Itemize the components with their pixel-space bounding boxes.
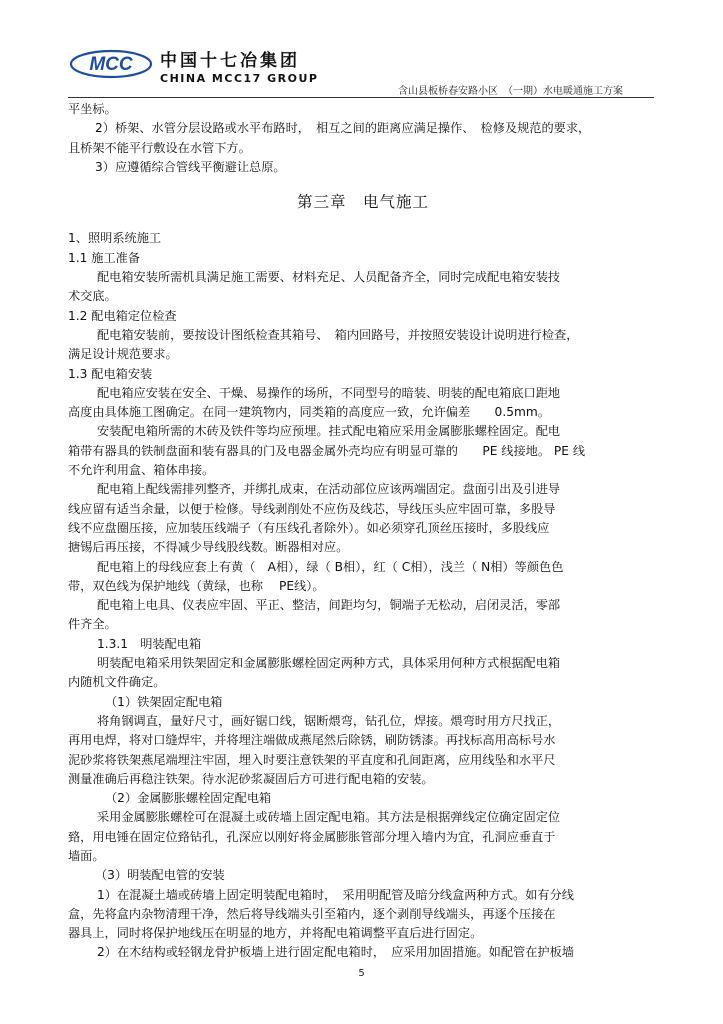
text-line: 配电箱安装前，要按设计图纸检查其箱号、 箱内回路号，并按照安装设计说明进行检查， — [97, 327, 579, 342]
text-line: 将角钢调直，量好尺寸，画好锯口线，锯断煨弯，钻孔位，焊接。煨弯时用方尺找正， — [97, 713, 561, 728]
text-line: 件齐全。 — [68, 617, 117, 632]
text-line: 再用电焊，将对口缝焊牢，并将埋注端做成燕尾然后除锈，刷防锈漆。再找标高用高标号水 — [68, 733, 556, 748]
text-line: 泥砂浆将铁架燕尾端埋注牢固，埋入时要注意铁架的平直度和孔间距离，应用线坠和水平尺 — [68, 752, 556, 767]
text-line: 采用金属膨胀螺栓可在混凝土或砖墙上固定配电箱。其方法是根据弹线定位确定固定位 — [97, 810, 561, 825]
text-line: 箱带有器具的铁制盘面和装有器具的门及电器金属外壳均应有明显可靠的 PE 线接地。 PE 线 — [68, 443, 586, 458]
text-line: 测量准确后再稳注铁架。待水泥砂浆凝固后方可进行配电箱的安装。 — [68, 771, 434, 786]
logo-text: MCC — [89, 54, 133, 75]
header-divider — [68, 97, 654, 98]
text-line: 配电箱安装所需机具满足施工需要、材料充足、人员配备齐全，同时完成配电箱安装技 — [97, 270, 561, 285]
text-line: 搪锡后再压接，不得减少导线股线数。断器相对应。 — [68, 540, 349, 555]
text-line: 3）应遵循综合管线平衡避让总原。 — [95, 159, 286, 174]
text-line: 1.3.1 明装配电箱 — [97, 636, 202, 651]
text-line: 术交底。 — [68, 289, 117, 304]
text-line: 不允许利用盒、箱体串接。 — [68, 463, 215, 478]
text-line: 配电箱上的母线应套上有黄（ A相），绿（ B相），红（ C相），浅兰（ N相）等颜色色 — [97, 559, 564, 574]
text-line: （3）明装配电管的安装 — [95, 868, 225, 883]
text-line: 臵，用电锤在固定位臵钻孔，孔深应以刚好将金属膨胀管部分埋入墙内为宜，孔洞应垂直于 — [68, 829, 556, 844]
mcc-logo-icon — [68, 40, 154, 82]
text-line: 安装配电箱所需的木砖及铁件等均应预埋。挂式配电箱应采用金属膨胀螺栓固定。配电 — [97, 424, 561, 439]
text-line: 且桥架不能平行敷设在水管下方。 — [68, 140, 251, 155]
text-line: 配电箱上电具、仪表应牢固、平正、整洁，间距均匀，铜端子无松动，启闭灵活，零部 — [97, 598, 561, 613]
text-line: 带，双色线为保护地线（黄绿，也称 PE线）。 — [68, 578, 325, 593]
text-line: 配电箱应安装在安全、干燥、易操作的场所，不同型号的暗装、明装的配电箱底口距地 — [97, 385, 561, 400]
company-name-cn: 中国十七冶集团 — [160, 51, 300, 71]
text-line: 1.3 配电箱安装 — [68, 366, 153, 381]
text-line: （1）铁架固定配电箱 — [105, 694, 223, 709]
text-line: 平坐标。 — [68, 102, 117, 116]
text-line: 1）在混凝土墙或砖墙上固定明装配电箱时， 采用明配管及暗分线盒两种方式。如有分线 — [97, 887, 574, 902]
text-line: 高度由具体施工图确定。在同一建筑物内，同类箱的高度应一致，允许偏差 0.5mm。 — [68, 405, 550, 420]
text-line: 内随机文件确定。 — [68, 675, 166, 690]
text-line: 2）桥架、水管分层设路或水平布路时， 相互之间的距离应满足操作、 检修及规范的要求， — [95, 121, 591, 136]
chapter-paragraphs — [68, 229, 658, 962]
page-number: 5 — [358, 968, 365, 979]
text-line: 线应留有适当余量，以便于检修。导线剥削处不应伤及线芯，导线压头应牢固可靠，多股导 — [68, 501, 556, 516]
project-title: 含山县板桥春安路小区 （一期）水电暖通施工方案 — [398, 86, 623, 97]
text-line: 墙面。 — [68, 848, 105, 863]
chapter-title: 第三章 电气施工 — [296, 193, 429, 212]
company-name-en: CHINA MCC17 GROUP — [160, 72, 319, 85]
page-header — [0, 0, 723, 100]
text-line: 1.1 施工准备 — [68, 250, 141, 265]
text-line: 线不应盘圈压接，应加装压线端子（有压线孔者除外）。如必须穿孔顶丝压接时，多股线应 — [68, 520, 550, 535]
text-line: 器具上，同时将保护地线压在明显的地方，并将配电箱调整平直后进行固定。 — [68, 926, 483, 941]
text-line: 2）在木结构或轻钢龙骨护板墙上进行固定配电箱时， 应采用加固措施。如配管在护板墙 — [97, 945, 574, 960]
text-line: 明装配电箱采用铁架固定和金属膨胀螺栓固定两种方式，具体采用何种方式根据配电箱 — [97, 656, 561, 671]
text-line: 1.2 配电箱定位检查 — [68, 308, 177, 323]
text-line: 1、照明系统施工 — [68, 231, 162, 246]
text-line: 盒，先将盒内杂物清理干净，然后将导线端头引至箱内，逐个剥削导线端头，再逐个压接在 — [68, 906, 556, 921]
text-line: 满足设计规范要求。 — [68, 347, 178, 362]
document-body — [68, 100, 658, 963]
text-line: （2）金属膨胀螺栓固定配电箱 — [105, 791, 272, 806]
intro-paragraphs — [68, 100, 658, 177]
text-line: 配电箱上配线需排列整齐，并绑扎成束，在活动部位应该两端固定。盘面引出及引进导 — [97, 482, 561, 497]
